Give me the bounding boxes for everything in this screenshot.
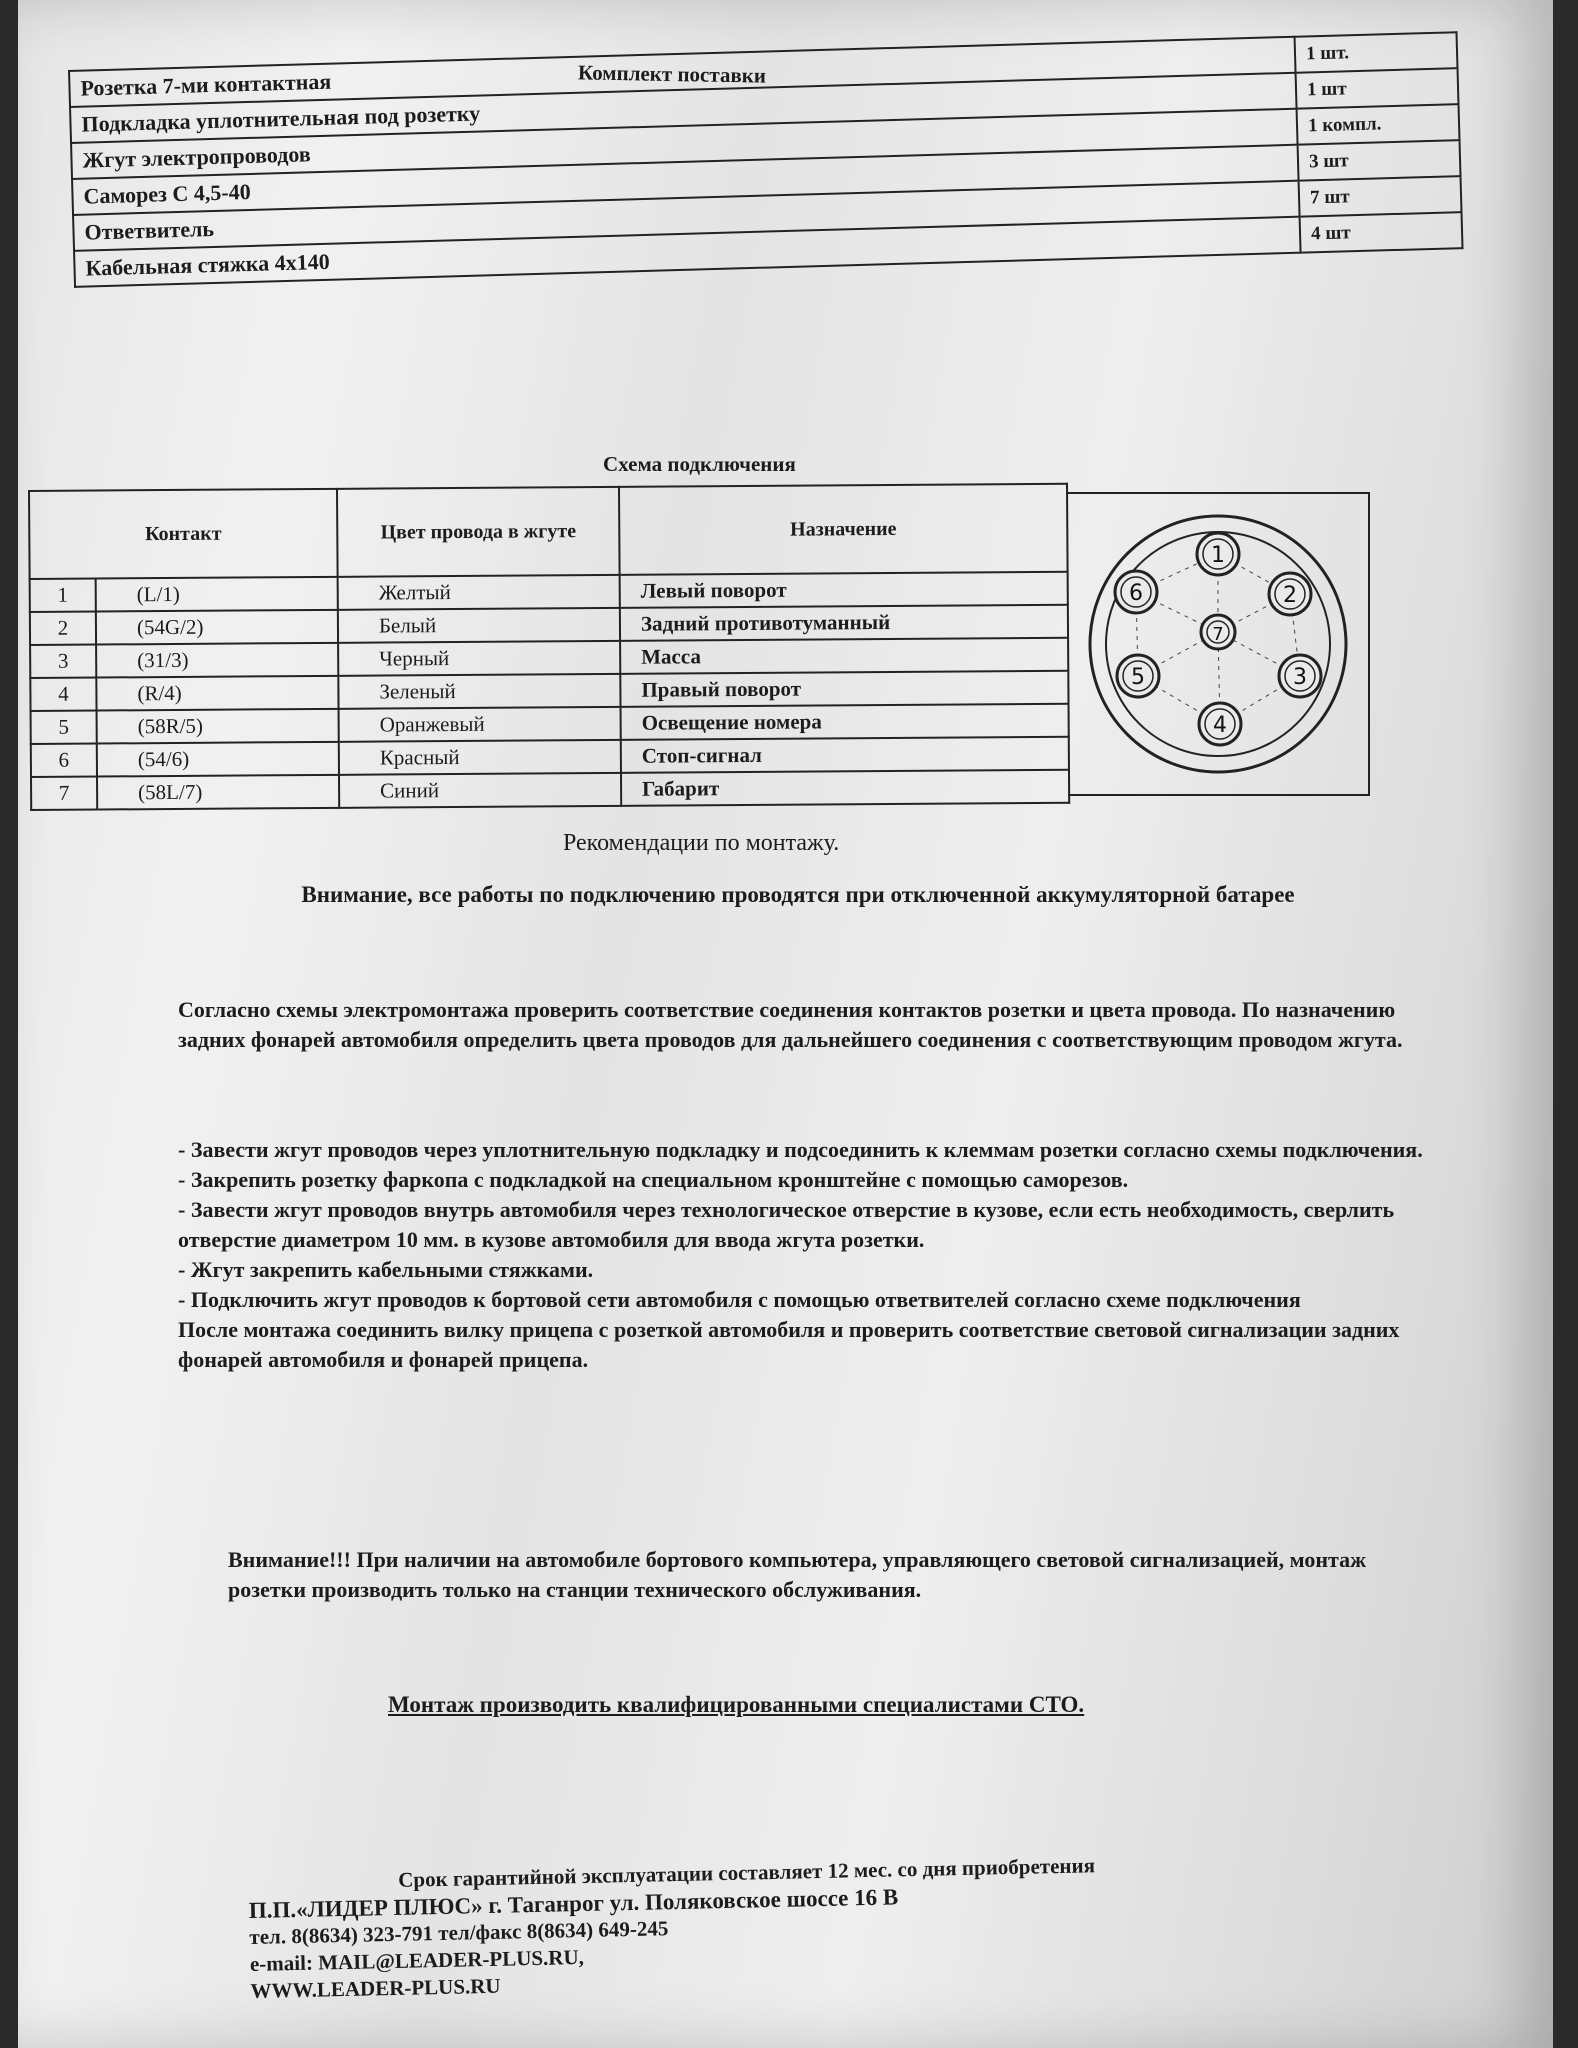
wire-color: Оранжевый: [339, 707, 621, 742]
attention-text: Внимание!!! При наличии на автомобиле бортового компьютера, управляющего световой сигнализацией, монтаж розетки производить только на станции технического обслуживания.: [228, 1547, 1367, 1602]
wiring-title: Схема подключения: [603, 452, 796, 476]
document-sheet: [18, 0, 1553, 2048]
contact-number: 1: [30, 579, 96, 612]
kit-item-qty: 1 шт: [1296, 68, 1459, 109]
kit-item-name: Подкладка уплотнительная под розетку: [70, 73, 1297, 143]
contact-code: (54G/2): [96, 610, 338, 645]
contact-code: (31/3): [96, 643, 338, 678]
phone-text: тел. 8(8634) 323-791 тел/факс 8(8634) 649-245: [249, 1916, 669, 1949]
kit-item-qty: 3 шт: [1298, 140, 1461, 181]
kit-table: [68, 31, 1464, 288]
kit-title: Комплект поставки: [577, 60, 767, 88]
pin-label: 6: [1129, 581, 1143, 606]
wire-purpose: Задний противотуманный: [620, 605, 1068, 641]
wiring-row: [31, 770, 1069, 810]
step-item: - Закрепить розетку фаркопа с подкладкой на специальном кронштейне с помощью саморезов.: [178, 1167, 1129, 1192]
footer: [248, 1852, 1098, 2005]
contact-code: (58R/5): [97, 709, 339, 744]
kit-item-qty: 4 шт: [1300, 212, 1463, 253]
warning-text: Внимание, все работы по подключению проводятся при отключенной аккумуляторной батарее: [301, 882, 1295, 907]
wire-purpose: Габарит: [621, 770, 1069, 806]
warranty-text: Срок гарантийной эксплуатации составляет 12 мес. со дня приобретения: [397, 1853, 1096, 1892]
recommendations-title: Рекомендации по монтажу.: [563, 830, 840, 856]
socket-pins: [1115, 533, 1321, 745]
intro-text: Согласно схемы электромонтажа проверить соответствие соединения контактов розетки и цвета провода. По назначению задних фонарей автомобиля определить цвета проводов для дальнейшего соединения с соответствующим проводом жгута.: [178, 997, 1403, 1052]
wire-color: Белый: [338, 608, 620, 643]
wire-purpose: Левый поворот: [620, 572, 1068, 608]
wire-color: Черный: [338, 641, 620, 676]
step-item: - Завести жгут проводов через уплотнительную подкладку и подсоединить к клеммам розетки согласно схемы подключения.: [178, 1137, 1423, 1162]
wire-purpose: Масса: [620, 638, 1068, 674]
header-color: Цвет провода в жгуте: [337, 487, 620, 577]
pin-label: 4: [1213, 713, 1227, 738]
socket-pin-diagram: [1068, 492, 1370, 796]
company-text: П.П.«ЛИДЕР ПЛЮС» г. Таганрог ул. Поляковское шоссе 16 В: [248, 1884, 899, 1923]
header-contact: Контакт: [29, 489, 338, 579]
pin-label: 1: [1211, 543, 1225, 568]
contact-number: 3: [30, 645, 96, 678]
pin-label: 3: [1293, 665, 1307, 690]
steps-list: [178, 1135, 1428, 1375]
contact-number: 2: [30, 612, 96, 645]
final-note: Монтаж производить квалифицированными специалистами СТО.: [388, 1692, 1085, 1717]
kit-item-name: Жгут электропроводов: [71, 109, 1298, 179]
email-text: e-mail: MAIL@LEADER-PLUS.RU,: [249, 1944, 585, 1976]
contact-number: 6: [31, 744, 97, 777]
step-item: - Жгут закрепить кабельными стяжками.: [178, 1257, 594, 1282]
wire-color: Зеленый: [338, 674, 620, 709]
pin-label: 2: [1283, 583, 1297, 608]
web-text: WWW.LEADER-PLUS.RU: [250, 1973, 501, 2003]
kit-item-name: Саморез С 4,5-40: [72, 145, 1299, 215]
wiring-table: [28, 483, 1070, 811]
contact-code: (54/6): [97, 742, 339, 777]
header-purpose: Назначение: [619, 484, 1068, 575]
kit-item-name: Розетка 7-ми контактная: [69, 37, 1296, 107]
step-item: После монтажа соединить вилку прицепа с розеткой автомобиля и проверить соответствие световой сигнализации задних фонарей автомобиля и фонарей прицепа.: [178, 1317, 1400, 1372]
kit-item-qty: 1 компл.: [1297, 104, 1460, 145]
contact-number: 4: [30, 678, 96, 711]
contact-code: (58L/7): [97, 775, 339, 810]
kit-item-name: Ответвитель: [73, 181, 1300, 251]
kit-item-name: Кабельная стяжка 4х140: [74, 217, 1301, 287]
pin-label: 5: [1131, 665, 1145, 690]
contact-number: 5: [31, 711, 97, 744]
wire-purpose: Стоп-сигнал: [621, 737, 1069, 773]
wire-purpose: Правый поворот: [620, 671, 1068, 707]
wire-color: Синий: [339, 773, 621, 808]
wire-color: Красный: [339, 740, 621, 775]
step-item: - Подключить жгут проводов к бортовой сети автомобиля с помощью ответвителей согласно схеме подключения: [178, 1287, 1301, 1312]
kit-item-qty: 7 шт: [1299, 176, 1462, 217]
contact-number: 7: [31, 777, 97, 810]
wire-color: Желтый: [338, 575, 620, 610]
kit-item-qty: 1 шт.: [1295, 32, 1458, 73]
contact-code: (L/1): [96, 577, 338, 612]
wire-purpose: Освещение номера: [621, 704, 1069, 740]
step-item: - Завести жгут проводов внутрь автомобиля через технологическое отверстие в кузове, если есть необходимость, сверлить отверстие диаметром 10 мм. в кузове автомобиля для ввода жгута розетки.: [178, 1197, 1395, 1252]
contact-code: (R/4): [96, 676, 338, 711]
pin-label: 7: [1212, 624, 1224, 645]
